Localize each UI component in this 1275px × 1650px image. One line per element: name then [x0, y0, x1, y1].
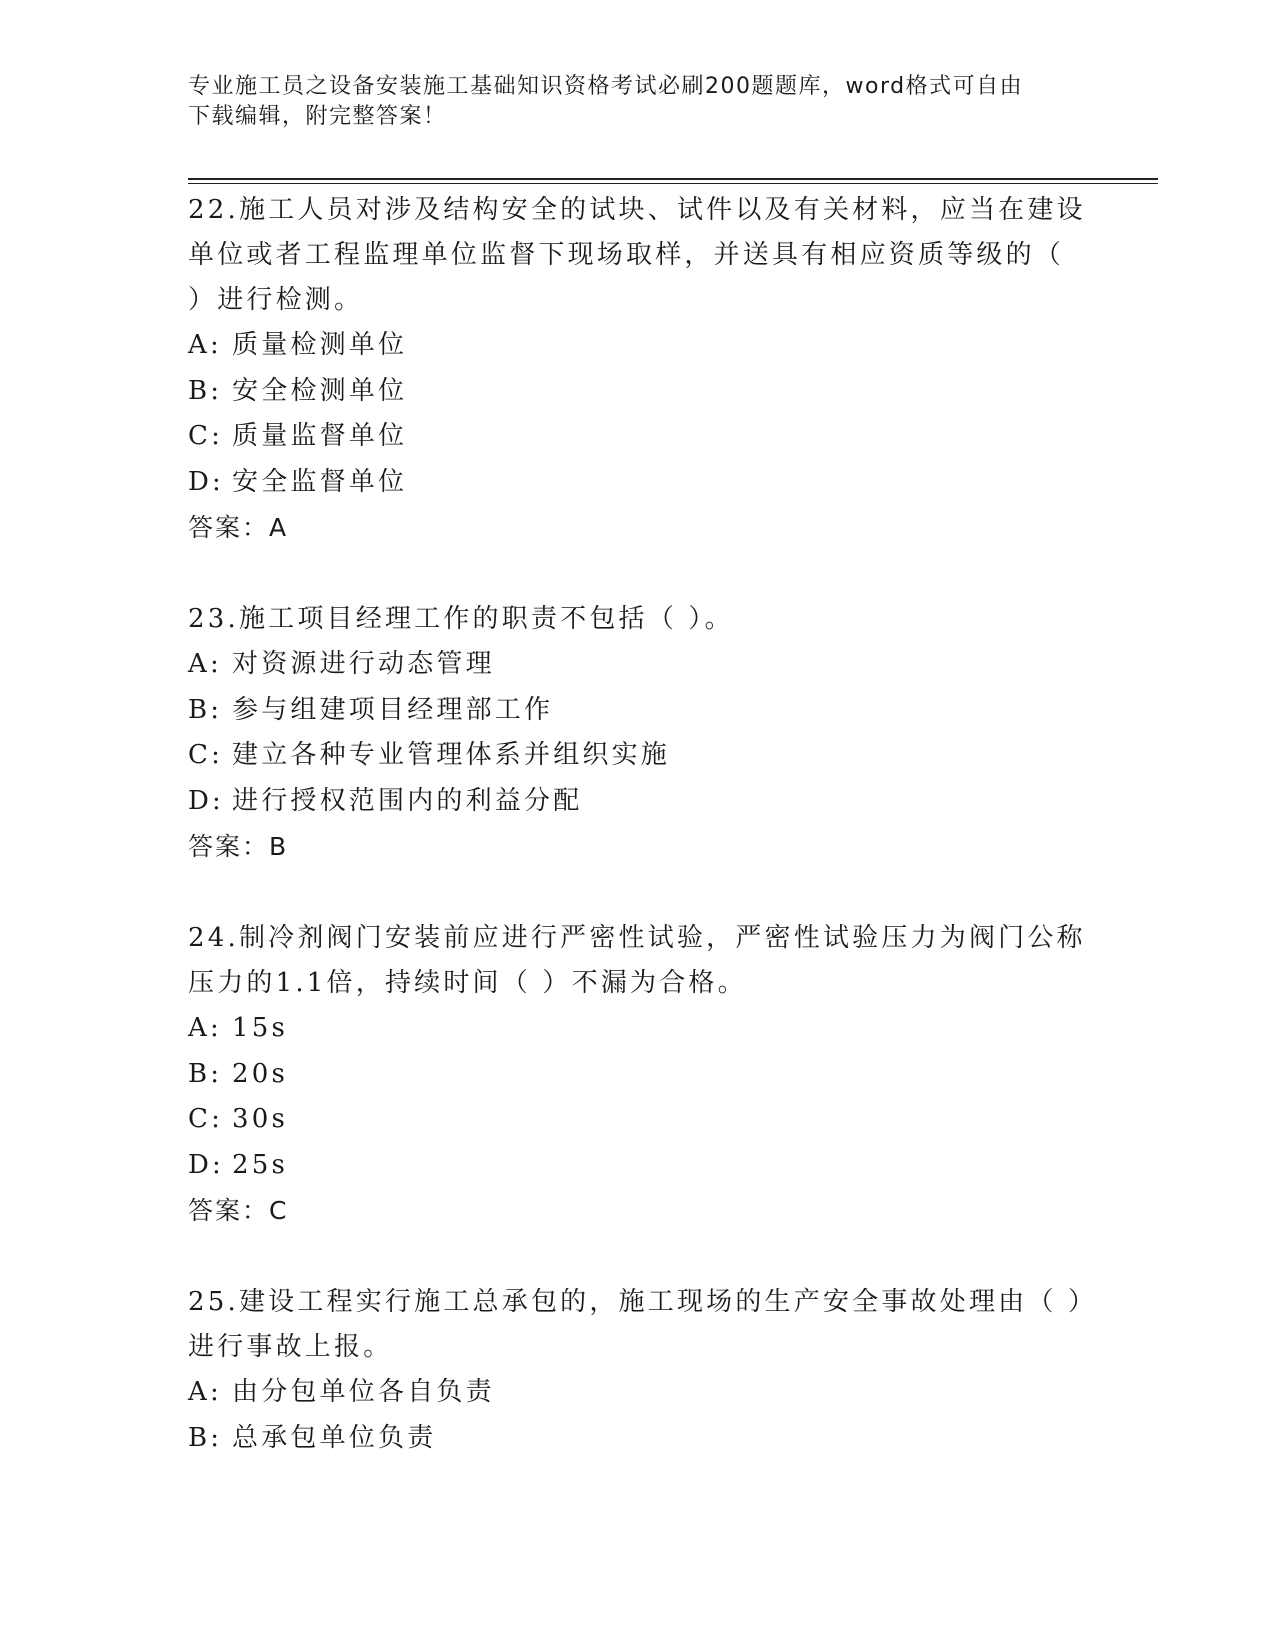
option-text: 15s — [232, 1013, 289, 1043]
option-d — [188, 779, 1088, 825]
option-letter: B: — [188, 1422, 223, 1453]
option-letter: A: — [188, 330, 222, 360]
header-line-1: 专业施工员之设备安装施工基础知识资格考试必刷200题题库，word格式可自由 — [188, 74, 1024, 99]
option-letter: C: — [188, 1104, 224, 1134]
option-a — [188, 1006, 1088, 1052]
option-letter: B: — [188, 694, 223, 725]
option-a — [188, 323, 1088, 369]
question-stem: 23.施工项目经理工作的职责不包括（ ）。 — [188, 604, 734, 634]
header-divider-thin — [188, 183, 1158, 184]
option-a — [188, 642, 1088, 688]
option-text: 30s — [232, 1104, 289, 1134]
option-a — [188, 1370, 1088, 1416]
answer-line: 答案：B — [188, 832, 289, 861]
option-letter: C: — [188, 421, 224, 451]
option-text: 安全检测单位 — [232, 375, 408, 406]
option-text: 25s — [232, 1149, 289, 1180]
question-25 — [188, 1280, 1088, 1461]
option-text: 总承包单位负责 — [232, 1422, 437, 1453]
option-b — [188, 688, 1088, 734]
question-stem: 24.制冷剂阀门安装前应进行严密性试验，严密性试验压力为阀门公称压力的1.1倍，持续时间（ ）不漏为合格。 — [188, 923, 1086, 998]
option-letter: A: — [188, 1377, 222, 1407]
option-letter: D: — [188, 1149, 225, 1180]
option-text: 安全监督单位 — [232, 466, 408, 497]
option-letter: B: — [188, 1058, 223, 1089]
option-b — [188, 1052, 1088, 1098]
option-text: 20s — [232, 1058, 289, 1089]
option-letter: A: — [188, 1013, 222, 1043]
header-line-2: 下载编辑，附完整答案！ — [188, 104, 447, 129]
option-text: 由分包单位各自负责 — [232, 1377, 495, 1407]
question-22 — [188, 188, 1088, 551]
option-text: 建立各种专业管理体系并组织实施 — [232, 740, 671, 770]
option-c — [188, 1097, 1088, 1143]
option-b — [188, 369, 1088, 415]
option-b — [188, 1416, 1088, 1462]
question-stem: 22.施工人员对涉及结构安全的试块、试件以及有关材料，应当在建设单位或者工程监理单位监督下现场取样，并送具有相应资质等级的（ ）进行检测。 — [188, 195, 1086, 315]
header-divider-thick — [188, 178, 1158, 180]
option-d — [188, 460, 1088, 506]
option-c — [188, 733, 1088, 779]
option-text: 进行授权范围内的利益分配 — [232, 785, 583, 816]
answer-line: 答案：A — [188, 513, 289, 542]
option-c — [188, 414, 1088, 460]
document-header — [188, 72, 1088, 132]
option-text: 质量监督单位 — [232, 421, 408, 451]
option-d — [188, 1143, 1088, 1189]
option-text: 质量检测单位 — [232, 330, 408, 360]
question-23 — [188, 597, 1088, 870]
option-letter: C: — [188, 740, 224, 770]
option-letter: B: — [188, 375, 223, 406]
option-text: 参与组建项目经理部工作 — [232, 694, 554, 725]
option-letter: D: — [188, 466, 225, 497]
question-stem: 25.建设工程实行施工总承包的，施工现场的生产安全事故处理由（ ）进行事故上报。 — [188, 1287, 1085, 1362]
option-text: 对资源进行动态管理 — [232, 649, 495, 679]
option-letter: D: — [188, 785, 225, 816]
question-24 — [188, 916, 1088, 1234]
option-letter: A: — [188, 649, 222, 679]
answer-line: 答案：C — [188, 1196, 289, 1225]
